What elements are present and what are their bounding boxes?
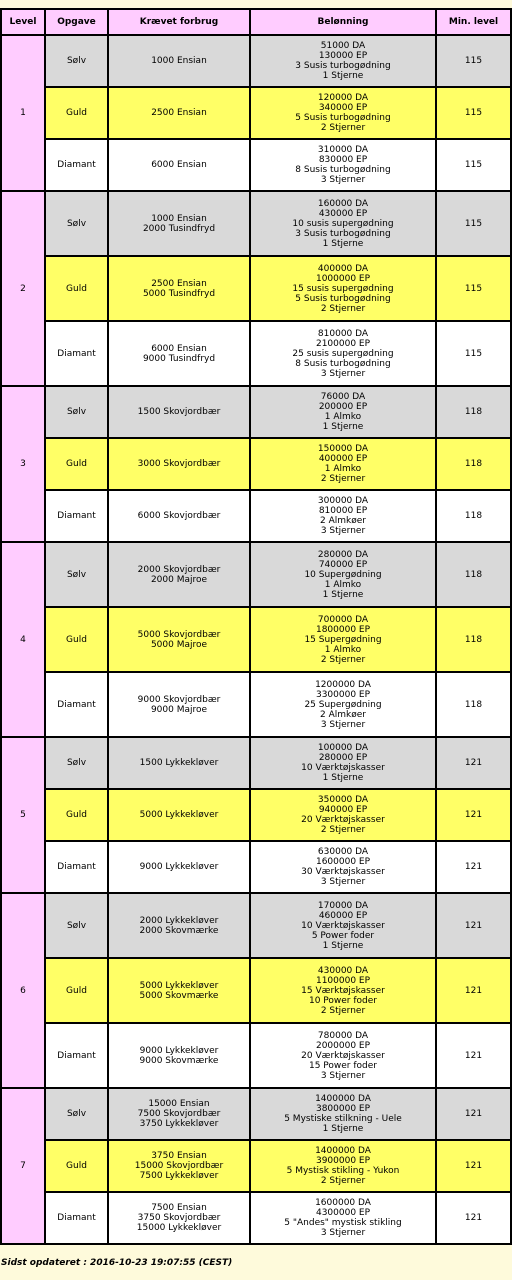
reward-cell [250, 256, 436, 321]
required-cell [108, 789, 250, 841]
reward-line: 30 Værktøjskasser [301, 867, 385, 877]
required-line: 6000 Ensian [151, 160, 207, 170]
reward-line: 1 Stjerne [322, 422, 364, 432]
min-level-cell: 115 [436, 87, 511, 139]
reward-line: 160000 DA [317, 198, 369, 209]
required-cell [108, 139, 250, 191]
table-row [1, 386, 511, 438]
last-updated-text: Sidst opdateret : 2016-10-23 19:07:55 (CEST) [1, 1258, 233, 1268]
reward-line: 5 "Andes" mystisk stikling [284, 1218, 402, 1228]
task-cell: Diamant [45, 672, 108, 737]
required-cell [108, 1088, 250, 1140]
reward-line: 15 Supergødning [304, 634, 382, 645]
reward-line: 1 Stjerne [322, 238, 364, 249]
reward-line: 15 Værktøjskasser [301, 985, 385, 996]
header-row [1, 9, 511, 35]
reward-line: 20 Værktøjskasser [301, 1050, 385, 1061]
required-line: 15000 Ensian [148, 1099, 210, 1109]
required-cell [108, 672, 250, 737]
table-row [1, 841, 511, 893]
reward-line: 1100000 EP [315, 975, 371, 986]
required-line: 9000 Skovjordbær [137, 694, 221, 705]
reward-line: 3900000 EP [315, 1156, 371, 1166]
reward-line: 740000 EP [318, 559, 368, 570]
required-cell [108, 191, 250, 256]
reward-line: 1 Stjerne [322, 940, 364, 951]
level-cell: 6 [1, 893, 45, 1088]
required-cell [108, 542, 250, 607]
reward-line: 1400000 DA [315, 1094, 371, 1104]
required-line: 5000 Majroe [150, 639, 208, 650]
reward-line: 700000 DA [317, 614, 369, 625]
required-line: 2500 Ensian [151, 108, 207, 118]
required-line: 2000 Lykkekløver [139, 915, 219, 926]
table-body [1, 35, 511, 1244]
reward-cell [250, 438, 436, 490]
reward-line: 150000 DA [317, 444, 369, 454]
reward-line: 280000 DA [317, 549, 369, 560]
reward-line: 100000 DA [317, 743, 369, 753]
table-row [1, 87, 511, 139]
required-cell [108, 321, 250, 386]
task-cell: Sølv [45, 893, 108, 958]
required-line: 15000 Lykkekløver [136, 1223, 222, 1233]
task-cell: Guld [45, 87, 108, 139]
required-line: 9000 Lykkekløver [139, 862, 219, 872]
min-level-cell: 118 [436, 542, 511, 607]
reward-cell [250, 139, 436, 191]
reward-line: 2 Stjerner [320, 654, 366, 665]
table-row [1, 789, 511, 841]
reward-line: 280000 EP [318, 753, 368, 763]
required-line: 2000 Skovjordbær [137, 564, 221, 575]
header-task: Opgave [45, 9, 108, 35]
required-line: 5000 Lykkekløver [139, 810, 219, 820]
reward-line: 3 Susis turbogødning [295, 228, 391, 239]
table-row [1, 321, 511, 386]
reward-line: 810000 EP [318, 506, 368, 516]
required-line: 7500 Skovjordbær [137, 1109, 221, 1119]
reward-line: 310000 DA [317, 145, 369, 155]
reward-line: 2000000 EP [315, 1040, 371, 1051]
min-level-cell: 121 [436, 1140, 511, 1192]
reward-line: 3300000 EP [315, 689, 371, 700]
reward-line: 830000 EP [318, 155, 368, 165]
reward-line: 25 susis supergødning [292, 348, 394, 359]
level-cell: 3 [1, 386, 45, 542]
task-cell: Sølv [45, 542, 108, 607]
reward-cell [250, 490, 436, 542]
min-level-cell: 118 [436, 672, 511, 737]
reward-cell [250, 841, 436, 893]
reward-line: 630000 DA [317, 847, 369, 857]
required-line: 5000 Skovmærke [139, 990, 219, 1001]
reward-line: 1 Stjerne [322, 589, 364, 600]
task-cell: Guld [45, 607, 108, 672]
min-level-cell: 118 [436, 490, 511, 542]
min-level-cell: 115 [436, 35, 511, 87]
required-line: 1000 Ensian [151, 56, 207, 66]
required-cell [108, 607, 250, 672]
required-cell [108, 893, 250, 958]
reward-line: 10 Værktøjskasser [301, 920, 385, 931]
task-cell: Diamant [45, 1192, 108, 1244]
min-level-cell: 121 [436, 1192, 511, 1244]
required-cell [108, 1192, 250, 1244]
reward-line: 3 Stjerner [320, 368, 366, 379]
reward-line: 1600000 DA [315, 1198, 371, 1208]
required-line: 9000 Skovmærke [139, 1055, 219, 1066]
rewards-table [0, 8, 512, 1245]
task-cell: Diamant [45, 1023, 108, 1088]
reward-line: 430000 DA [317, 965, 369, 976]
task-cell: Diamant [45, 490, 108, 542]
reward-line: 10 Værktøjskasser [301, 763, 385, 773]
reward-line: 1200000 DA [315, 679, 371, 690]
required-line: 5000 Lykkekløver [139, 980, 219, 991]
reward-line: 1 Almko [324, 412, 362, 422]
min-level-cell: 115 [436, 256, 511, 321]
reward-line: 8 Susis turbogødning [295, 165, 391, 175]
reward-cell [250, 1140, 436, 1192]
reward-line: 1 Stjerne [322, 1124, 364, 1134]
required-line: 9000 Majroe [150, 704, 208, 715]
required-cell [108, 1140, 250, 1192]
required-cell [108, 386, 250, 438]
table-row [1, 607, 511, 672]
min-level-cell: 115 [436, 321, 511, 386]
required-line: 7500 Ensian [151, 1203, 207, 1213]
required-line: 2500 Ensian [151, 278, 207, 289]
reward-line: 1 Stjerne [322, 773, 364, 783]
min-level-cell: 118 [436, 607, 511, 672]
min-level-cell: 115 [436, 191, 511, 256]
required-line: 2000 Majroe [150, 574, 208, 585]
reward-line: 2 Almkøer [320, 516, 366, 526]
required-cell [108, 438, 250, 490]
reward-cell [250, 191, 436, 256]
level-cell: 1 [1, 35, 45, 191]
reward-line: 15 susis supergødning [292, 283, 394, 294]
table-row [1, 191, 511, 256]
task-cell: Guld [45, 256, 108, 321]
required-line: 1000 Ensian [151, 213, 207, 224]
required-cell [108, 841, 250, 893]
reward-line: 25 Supergødning [304, 699, 382, 710]
task-cell: Diamant [45, 139, 108, 191]
required-line: 5000 Tusindfryd [142, 288, 216, 299]
header-level: Level [1, 9, 45, 35]
table-row [1, 490, 511, 542]
reward-line: 3 Stjerner [320, 1070, 366, 1081]
reward-line: 340000 EP [318, 103, 368, 113]
reward-line: 430000 EP [318, 208, 368, 219]
reward-line: 3 Stjerner [320, 526, 366, 536]
task-cell: Guld [45, 438, 108, 490]
header-reward: Belønning [250, 9, 436, 35]
min-level-cell: 121 [436, 958, 511, 1023]
reward-line: 10 Power foder [308, 995, 377, 1006]
reward-line: 5 Mystiske stilkning - Uele [284, 1114, 402, 1124]
reward-line: 170000 DA [317, 900, 369, 911]
reward-line: 76000 DA [320, 392, 366, 402]
required-line: 6000 Skovjordbær [137, 511, 221, 521]
reward-line: 2 Almkøer [320, 709, 366, 720]
reward-line: 1 Almko [324, 464, 362, 474]
reward-line: 20 Værktøjskasser [301, 815, 385, 825]
table-row [1, 438, 511, 490]
required-cell [108, 1023, 250, 1088]
required-cell [108, 87, 250, 139]
reward-line: 1 Almko [324, 579, 362, 590]
reward-line: 1 Almko [324, 644, 362, 655]
task-cell: Guld [45, 789, 108, 841]
reward-line: 1000000 EP [315, 273, 371, 284]
reward-line: 3 Stjerner [320, 719, 366, 730]
reward-line: 2 Stjerner [320, 303, 366, 314]
task-cell: Diamant [45, 321, 108, 386]
required-line: 2000 Skovmærke [139, 925, 219, 936]
min-level-cell: 115 [436, 139, 511, 191]
task-cell: Guld [45, 1140, 108, 1192]
reward-line: 3 Stjerner [320, 877, 366, 887]
table-row [1, 256, 511, 321]
reward-cell [250, 35, 436, 87]
reward-line: 1600000 EP [315, 857, 371, 867]
min-level-cell: 121 [436, 1023, 511, 1088]
required-line: 3750 Lykkekløver [139, 1119, 219, 1129]
reward-line: 51000 DA [320, 41, 366, 51]
level-cell: 5 [1, 737, 45, 893]
required-line: 3750 Skovjordbær [137, 1213, 221, 1223]
table-row [1, 737, 511, 789]
required-line: 2000 Tusindfryd [142, 223, 216, 234]
table-row [1, 958, 511, 1023]
reward-line: 1800000 EP [315, 624, 371, 635]
min-level-cell: 121 [436, 737, 511, 789]
min-level-cell: 118 [436, 386, 511, 438]
required-line: 1500 Lykkekløver [139, 758, 219, 768]
reward-cell [250, 737, 436, 789]
required-line: 15000 Skovjordbær [134, 1161, 224, 1171]
reward-line: 200000 EP [318, 402, 368, 412]
reward-line: 4300000 EP [315, 1208, 371, 1218]
table-row [1, 1140, 511, 1192]
reward-cell [250, 542, 436, 607]
reward-line: 10 susis supergødning [292, 218, 394, 229]
reward-line: 810000 DA [317, 328, 369, 339]
reward-line: 5 Susis turbogødning [295, 293, 391, 304]
task-cell: Sølv [45, 191, 108, 256]
reward-line: 2100000 EP [315, 338, 371, 349]
reward-cell [250, 893, 436, 958]
reward-cell [250, 321, 436, 386]
reward-line: 2 Stjerner [320, 825, 366, 835]
reward-line: 3 Susis turbogødning [295, 61, 391, 71]
reward-line: 940000 EP [318, 805, 368, 815]
reward-cell [250, 789, 436, 841]
header-min-level: Min. level [436, 9, 511, 35]
required-line: 7500 Lykkekløver [139, 1171, 219, 1181]
reward-line: 1400000 DA [315, 1146, 371, 1156]
reward-line: 5 Power foder [311, 930, 375, 941]
reward-line: 10 Supergødning [304, 569, 382, 580]
reward-cell [250, 672, 436, 737]
reward-line: 5 Mystisk stikling - Yukon [286, 1166, 400, 1176]
table-row [1, 35, 511, 87]
required-line: 6000 Ensian [151, 343, 207, 354]
task-cell: Sølv [45, 35, 108, 87]
reward-line: 1 Stjerne [322, 71, 364, 81]
reward-cell [250, 1088, 436, 1140]
required-cell [108, 737, 250, 789]
min-level-cell: 121 [436, 893, 511, 958]
reward-line: 460000 EP [318, 910, 368, 921]
reward-cell [250, 958, 436, 1023]
min-level-cell: 118 [436, 438, 511, 490]
table-row [1, 1192, 511, 1244]
rewards-table-container [0, 8, 512, 1245]
reward-line: 5 Susis turbogødning [295, 113, 391, 123]
required-cell [108, 490, 250, 542]
reward-line: 780000 DA [317, 1030, 369, 1041]
reward-line: 400000 EP [318, 454, 368, 464]
reward-line: 2 Stjerner [320, 1176, 366, 1186]
task-cell: Guld [45, 958, 108, 1023]
required-line: 9000 Lykkekløver [139, 1045, 219, 1056]
level-cell: 7 [1, 1088, 45, 1244]
required-cell [108, 256, 250, 321]
table-row [1, 139, 511, 191]
reward-line: 130000 EP [318, 51, 368, 61]
min-level-cell: 121 [436, 1088, 511, 1140]
min-level-cell: 121 [436, 841, 511, 893]
reward-cell [250, 386, 436, 438]
table-row [1, 542, 511, 607]
reward-cell [250, 607, 436, 672]
reward-cell [250, 1192, 436, 1244]
required-line: 5000 Skovjordbær [137, 629, 221, 640]
level-cell: 2 [1, 191, 45, 386]
reward-line: 8 Susis turbogødning [295, 358, 391, 369]
task-cell: Sølv [45, 386, 108, 438]
reward-line: 350000 DA [317, 795, 369, 805]
table-row [1, 1088, 511, 1140]
required-cell [108, 958, 250, 1023]
reward-line: 300000 DA [317, 496, 369, 506]
reward-line: 3 Stjerner [320, 175, 366, 185]
reward-line: 2 Stjerner [320, 1005, 366, 1016]
reward-line: 120000 DA [317, 93, 369, 103]
reward-cell [250, 87, 436, 139]
table-row [1, 1023, 511, 1088]
table-row [1, 672, 511, 737]
task-cell: Sølv [45, 737, 108, 789]
task-cell: Sølv [45, 1088, 108, 1140]
reward-line: 3 Stjerner [320, 1228, 366, 1238]
reward-line: 15 Power foder [308, 1060, 377, 1071]
task-cell: Diamant [45, 841, 108, 893]
reward-line: 3800000 EP [315, 1104, 371, 1114]
required-cell [108, 35, 250, 87]
required-line: 9000 Tusindfryd [142, 353, 216, 364]
min-level-cell: 121 [436, 789, 511, 841]
table-row [1, 893, 511, 958]
required-line: 3000 Skovjordbær [137, 459, 221, 469]
required-line: 1500 Skovjordbær [137, 407, 221, 417]
level-cell: 4 [1, 542, 45, 737]
reward-line: 2 Stjerner [320, 474, 366, 484]
header-required: Krævet forbrug [108, 9, 250, 35]
required-line: 3750 Ensian [151, 1151, 207, 1161]
reward-line: 400000 DA [317, 263, 369, 274]
reward-cell [250, 1023, 436, 1088]
reward-line: 2 Stjerner [320, 123, 366, 133]
